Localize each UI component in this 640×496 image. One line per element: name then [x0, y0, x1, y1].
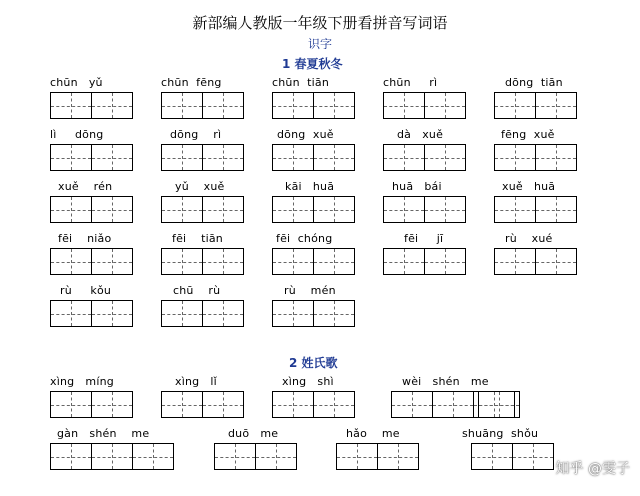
pinyin-label: chūn rì	[383, 76, 438, 89]
pinyin-label: chūn yǔ	[50, 76, 103, 89]
writing-box	[50, 144, 132, 171]
writing-box	[494, 144, 576, 171]
pinyin-label: rù xué	[505, 232, 553, 245]
pinyin-label: kāi huā	[285, 180, 335, 193]
writing-box	[494, 248, 576, 275]
writing-box	[336, 443, 418, 470]
pinyin-label: huā bái	[392, 180, 442, 193]
writing-box	[161, 248, 243, 275]
writing-box	[494, 196, 576, 223]
pinyin-label: xìng míng	[50, 375, 114, 388]
pinyin-label: yǔ xuě	[175, 180, 225, 193]
writing-box	[50, 92, 132, 119]
writing-box	[383, 92, 465, 119]
pinyin-label: chū rù	[173, 284, 221, 297]
writing-box	[50, 248, 132, 275]
writing-box	[161, 144, 243, 171]
pinyin-label: fēi jī	[404, 232, 444, 245]
writing-box	[214, 443, 296, 470]
writing-box	[50, 443, 173, 470]
writing-box	[50, 196, 132, 223]
writing-box	[272, 248, 354, 275]
writing-box	[161, 196, 243, 223]
pinyin-label: lì dōng	[50, 128, 104, 141]
pinyin-label: dōng xuě	[277, 128, 334, 141]
pinyin-label: xuě rén	[58, 180, 113, 193]
writing-box	[272, 300, 354, 327]
writing-box	[272, 92, 354, 119]
pinyin-label: dōng tiān	[505, 76, 563, 89]
pinyin-label: dōng rì	[170, 128, 222, 141]
watermark: 知乎 @雯子	[555, 461, 630, 477]
writing-box	[272, 391, 354, 418]
section-title: 2 姓氏歌	[289, 356, 338, 370]
pinyin-label: dà xuě	[397, 128, 444, 141]
writing-box	[272, 144, 354, 171]
section-title: 1 春夏秋冬	[282, 57, 343, 71]
pinyin-label: fēi niǎo	[58, 232, 112, 245]
writing-box	[478, 391, 519, 418]
pinyin-label: xìng shì	[282, 375, 334, 388]
pinyin-label: wèi shén me	[402, 375, 489, 388]
writing-box	[471, 443, 553, 470]
writing-box	[272, 196, 354, 223]
writing-box	[383, 144, 465, 171]
writing-box	[161, 300, 243, 327]
page-title: 新部编人教版一年级下册看拼音写词语	[192, 14, 448, 32]
writing-box	[383, 248, 465, 275]
writing-box	[50, 300, 132, 327]
pinyin-label: fēng xuě	[501, 128, 555, 141]
pinyin-label: duō me	[228, 427, 279, 440]
pinyin-label: xuě huā	[502, 180, 556, 193]
pinyin-label: chūn fēng	[161, 76, 222, 89]
pinyin-label: fēi chóng	[276, 232, 333, 245]
pinyin-label: chūn tiān	[272, 76, 330, 89]
pinyin-label: fēi tiān	[172, 232, 223, 245]
writing-box	[161, 92, 243, 119]
pinyin-label: rù kǒu	[60, 284, 112, 297]
pinyin-label: hǎo me	[346, 427, 400, 440]
writing-box	[494, 92, 576, 119]
writing-box	[161, 391, 243, 418]
writing-box	[383, 196, 465, 223]
pinyin-label: gàn shén me	[57, 427, 150, 440]
pinyin-label: xìng lǐ	[175, 375, 217, 388]
pinyin-label: rù mén	[284, 284, 336, 297]
pinyin-label: shuāng shǒu	[462, 427, 539, 440]
page-subtitle: 识字	[307, 37, 332, 51]
writing-box	[50, 391, 132, 418]
